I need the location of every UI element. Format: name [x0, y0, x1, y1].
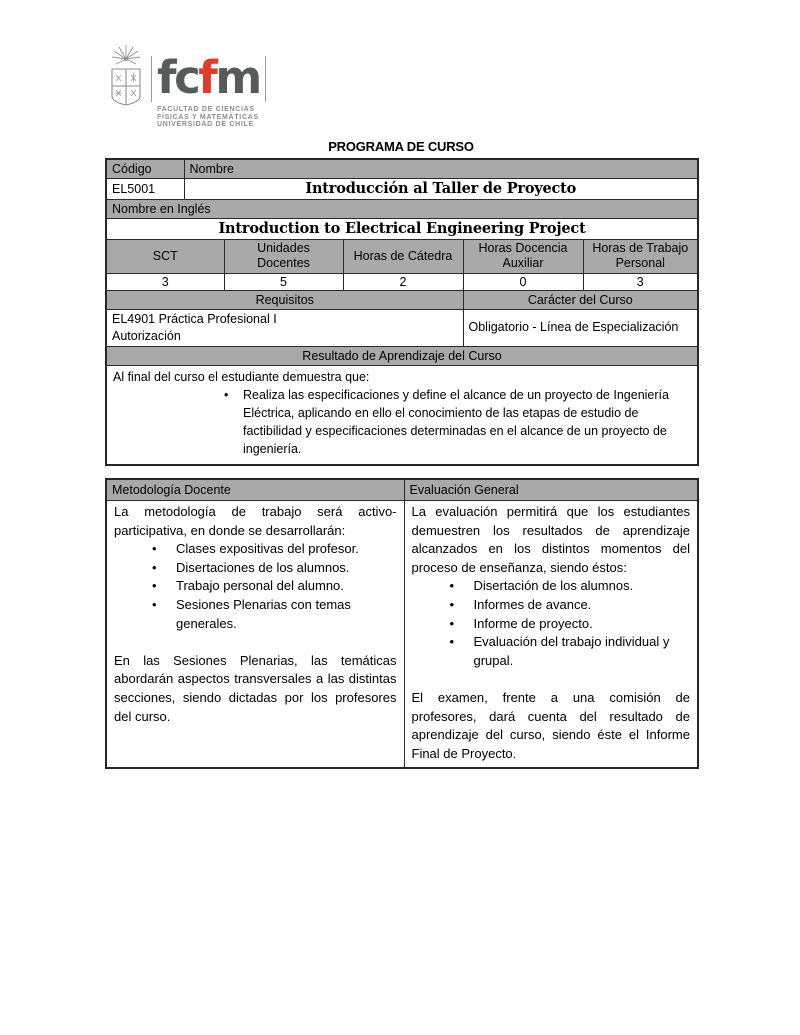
- logo-caption: [151, 106, 266, 129]
- nombre-label-cell: Nombre: [184, 159, 698, 178]
- methodology-evaluation-table: [105, 478, 699, 769]
- table-row-hours-values: [106, 273, 698, 290]
- bullet-item: • Evaluación del trabajo individual y grupal.: [474, 633, 687, 670]
- requisito-line1: EL4901 Práctica Profesional I: [112, 311, 277, 326]
- brand-fc: fc: [157, 51, 199, 104]
- table-row-req-caracter-values: [106, 309, 698, 346]
- codigo-value-cell: EL5001: [106, 178, 184, 199]
- logo-caption-line2: FÍSICAS Y MATEMÁTICAS: [157, 113, 259, 121]
- metodologia-paragraph-1: La metodología de trabajo será activo-participativa, en donde se desarrollarán:: [114, 504, 397, 538]
- horas-docencia-value-cell: 0: [463, 273, 583, 290]
- requisitos-value-cell: [106, 309, 463, 346]
- spacer: [412, 670, 691, 689]
- bullet-item: • Sesiones Plenarias con temas generales.: [176, 596, 393, 633]
- horas-trabajo-header-cell: Horas de Trabajo Personal: [583, 239, 698, 273]
- evaluacion-content-cell: [404, 501, 698, 769]
- bullet-item: • Informe de proyecto.: [474, 615, 687, 634]
- brand-block: [151, 51, 266, 129]
- resultado-label-cell: Resultado de Aprendizaje del Curso: [106, 346, 698, 365]
- table-row-english-label: [106, 199, 698, 218]
- table-row-resultado-label: [106, 346, 698, 365]
- sct-header-cell: SCT: [106, 239, 224, 273]
- brand-f-red: f: [198, 51, 216, 104]
- requisitos-label-cell: Requisitos: [106, 290, 463, 309]
- evaluacion-paragraph-2: El examen, frente a una comisión de profesores, dará cuenta del resultado de aprendizaje del curso, siendo éste el Informe Final de Proyecto.: [411, 689, 690, 761]
- bullet-item: • Realiza las especificaciones y define el alcance de un proyecto de Ingeniería Eléctrica, aplicando en ello el conocimiento de las etapas de estudio de factibilidad y especificaciones determinadas en el alcance de un proyecto de ingeniería.: [243, 386, 677, 458]
- table-row-req-caracter-labels: [106, 290, 698, 309]
- bullet-item: • Disertación de los alumnos.: [474, 577, 687, 596]
- metodologia-header-cell: Metodología Docente: [106, 479, 404, 501]
- resultado-intro: Al final del curso el estudiante demuestra que:: [113, 369, 370, 384]
- course-info-table: [105, 158, 699, 466]
- metodologia-content-cell: [106, 501, 404, 769]
- bullet-item: • Informes de avance.: [474, 596, 687, 615]
- resultado-content-cell: [106, 365, 698, 465]
- codigo-label-cell: Código: [106, 159, 184, 178]
- fcfm-logo: [108, 44, 266, 129]
- nombre-value-cell: Introducción al Taller de Proyecto: [184, 178, 698, 199]
- bullet-item: • Disertaciones de los alumnos.: [176, 559, 393, 578]
- resultado-bullet-list: [113, 386, 691, 458]
- unidades-docentes-header-cell: Unidades Docentes: [224, 239, 343, 273]
- table-row-course-name: [106, 178, 698, 199]
- evaluacion-header-cell: Evaluación General: [404, 479, 698, 501]
- horas-trabajo-value-cell: 3: [583, 273, 698, 290]
- nombre-ingles-label-cell: Nombre en Inglés: [106, 199, 698, 218]
- table-row-method-eval-headers: [106, 479, 698, 501]
- horas-catedra-header-cell: Horas de Cátedra: [343, 239, 463, 273]
- nombre-ingles-value-cell: Introduction to Electrical Engineering Project: [106, 218, 698, 239]
- table-row-hours-headers: [106, 239, 698, 273]
- caracter-value-cell: Obligatorio - Línea de Especialización: [463, 309, 698, 346]
- logo-caption-line1: FACULTAD DE CIENCIAS: [157, 106, 255, 113]
- table-row-resultado-content: [106, 365, 698, 465]
- table-row-english-name: [106, 218, 698, 239]
- brand-m: m: [215, 51, 260, 104]
- university-crest-icon: [108, 44, 144, 127]
- table-row-codigo-nombre: [106, 159, 698, 178]
- brand-wordmark: [151, 51, 266, 104]
- sct-value-cell: 3: [106, 273, 224, 290]
- table-row-method-eval-body: [106, 501, 698, 769]
- bullet-item: • Trabajo personal del alumno.: [176, 577, 393, 596]
- evaluacion-bullet-list: [412, 577, 691, 670]
- unidades-docentes-value-cell: 5: [224, 273, 343, 290]
- page-title: PROGRAMA DE CURSO: [328, 139, 474, 154]
- requisito-line2: Autorización: [112, 328, 181, 343]
- metodologia-paragraph-2: En las Sesiones Plenarias, las temáticas abordarán aspectos transversales a las distintas secciones, siendo dictadas por los profesores del curso.: [114, 652, 397, 724]
- caracter-label-cell: Carácter del Curso: [463, 290, 698, 309]
- logo-caption-line3: UNIVERSIDAD DE CHILE: [157, 121, 254, 129]
- spacer: [114, 633, 397, 652]
- horas-docencia-header-cell: Horas Docencia Auxiliar: [463, 239, 583, 273]
- bullet-item: • Clases expositivas del profesor.: [176, 540, 393, 559]
- horas-catedra-value-cell: 2: [343, 273, 463, 290]
- metodologia-bullet-list: [114, 540, 397, 633]
- evaluacion-paragraph-1: La evaluación permitirá que los estudiantes demuestren los resultados de aprendizaje alcanzados en los distintos momentos del proceso de enseñanza, siendo éstos:: [411, 504, 690, 575]
